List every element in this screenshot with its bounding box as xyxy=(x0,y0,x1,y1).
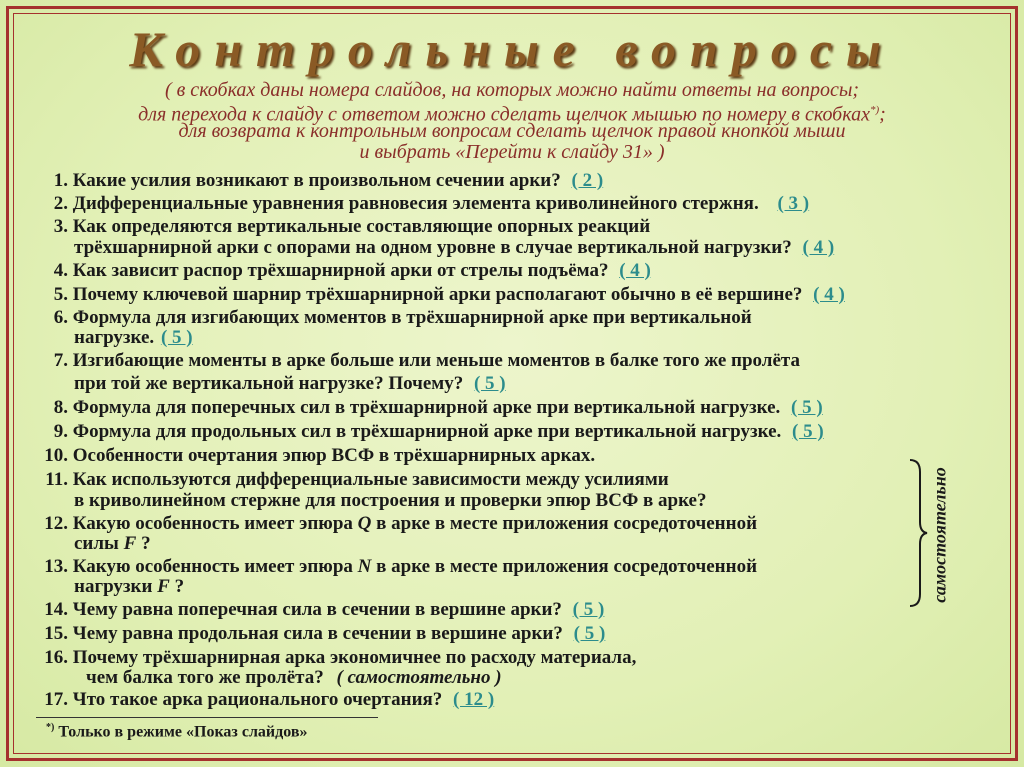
question-12-line-2 xyxy=(74,533,151,554)
slide-link-5[interactable]: ( 5 ) xyxy=(573,623,606,644)
question-number: 8. xyxy=(53,397,68,418)
self-study-note: ( самостоятельно ) xyxy=(336,667,502,688)
question-mark: ? xyxy=(141,533,151,554)
slide-link-5[interactable]: ( 5 ) xyxy=(791,397,823,418)
question-16-line-2 xyxy=(86,667,502,688)
variable-n: N xyxy=(357,556,372,577)
question-number: 11. xyxy=(45,469,68,490)
question-number: 4. xyxy=(53,260,68,281)
slide-link-4[interactable]: ( 4 ) xyxy=(802,237,835,258)
question-17 xyxy=(36,689,494,710)
question-text: Почему трёхшарнирная арка экономичнее по расходу материала, xyxy=(72,647,637,668)
question-number: 15. xyxy=(44,623,68,644)
question-3 xyxy=(40,216,650,237)
footnote xyxy=(46,722,307,741)
question-number: 10. xyxy=(44,445,68,466)
question-text: нагрузке. xyxy=(74,327,155,348)
question-13-line-2 xyxy=(74,576,184,597)
subtitle-line-1: ( в скобках даны номера слайдов, на которых можно найти ответы на вопросы; xyxy=(164,79,860,101)
question-text: Какие усилия возникают в произвольном сечении арки? xyxy=(72,170,561,191)
question-mark: ? xyxy=(174,576,185,597)
question-number: 5. xyxy=(53,284,68,305)
question-text-after: в арке в месте приложения сосредоточенной xyxy=(376,556,758,577)
question-text: Как определяются вертикальные составляющие опорных реакций xyxy=(72,216,651,237)
slide-link-3[interactable]: ( 3 ) xyxy=(777,193,810,214)
subtitle-line-2-end: ; xyxy=(879,103,886,126)
question-number: 14. xyxy=(44,599,68,620)
right-brace-icon xyxy=(908,458,928,608)
question-number: 6. xyxy=(53,307,68,328)
question-number: 16. xyxy=(44,647,68,668)
slide-link-5[interactable]: ( 5 ) xyxy=(473,373,506,394)
slide-link-4[interactable]: ( 4 ) xyxy=(619,260,651,281)
question-7 xyxy=(40,350,800,371)
question-13 xyxy=(36,556,757,577)
question-text: Почему ключевой шарнир трёхшарнирной арки располагают обычно в её вершине? xyxy=(72,284,803,305)
slide-link-2[interactable]: ( 2 ) xyxy=(571,170,604,191)
question-15 xyxy=(36,623,605,644)
variable-f: F xyxy=(123,533,137,554)
question-text: Какую особенность имеет эпюра xyxy=(72,513,353,534)
question-text: Что такое арка рационального очертания? xyxy=(72,689,443,710)
subtitle-footnote-mark: *) xyxy=(869,104,880,116)
question-number: 12. xyxy=(44,513,68,534)
question-14 xyxy=(36,599,604,620)
slide-link-4[interactable]: ( 4 ) xyxy=(813,284,845,305)
variable-q: Q xyxy=(357,513,372,534)
question-7-line-2 xyxy=(74,373,506,394)
footnote-mark: *) xyxy=(46,722,55,733)
question-12 xyxy=(36,513,757,534)
question-text: в криволинейном стержне для построения и проверки эпюр ВСФ в арке? xyxy=(74,490,707,511)
question-text: Как зависит распор трёхшарнирной арки от стрелы подъёма? xyxy=(72,260,609,281)
question-11-line-2 xyxy=(74,490,707,511)
question-text: чем балка того же пролёта? xyxy=(86,667,324,688)
question-text: Какую особенность имеет эпюра xyxy=(72,556,353,577)
question-10 xyxy=(36,445,595,466)
question-text: нагрузки xyxy=(74,576,153,597)
question-8 xyxy=(40,397,823,418)
question-6-line-2 xyxy=(74,327,193,348)
question-6 xyxy=(40,307,752,328)
subtitle-line-2-text: для перехода к слайду с ответом можно сделать щелчок мышью по номеру в скобках xyxy=(138,103,870,126)
slide-title: Контрольные вопросы xyxy=(129,21,895,77)
question-text: Как используются дифференциальные зависимости между усилиями xyxy=(72,469,669,490)
footnote-divider xyxy=(36,717,378,718)
question-3-line-2 xyxy=(74,237,834,258)
self-study-label-text: самостоятельно xyxy=(929,467,950,603)
slide-link-5[interactable]: ( 5 ) xyxy=(572,599,605,620)
question-number: 9. xyxy=(53,421,68,442)
slide-link-5[interactable]: ( 5 ) xyxy=(792,421,824,442)
question-5 xyxy=(40,284,845,305)
question-number: 1. xyxy=(53,170,68,191)
slide-link-5[interactable]: ( 5 ) xyxy=(160,327,193,348)
question-number: 17. xyxy=(44,689,68,710)
question-text: Дифференциальные уравнения равновесия элемента криволинейного стержня. xyxy=(72,193,759,214)
subtitle-line-4: и выбрать «Перейти к слайду 31» ) xyxy=(359,141,665,163)
question-number: 7. xyxy=(53,350,68,371)
question-text-after: в арке в месте приложения сосредоточенной xyxy=(376,513,758,534)
self-study-label xyxy=(928,460,952,610)
question-text: Чему равна поперечная сила в сечении в вершине арки? xyxy=(72,599,562,620)
question-1 xyxy=(40,170,603,191)
question-text: Изгибающие моменты в арке больше или меньше моментов в балке того же пролёта xyxy=(72,350,800,371)
question-4 xyxy=(40,260,651,281)
question-16 xyxy=(36,647,636,668)
question-number: 3. xyxy=(53,216,68,237)
subtitle-line-3: для возврата к контрольным вопросам сделать щелчок правой кнопкой мыши xyxy=(178,120,846,142)
question-9 xyxy=(40,421,824,442)
variable-f: F xyxy=(157,576,170,597)
question-number: 2. xyxy=(53,193,68,214)
question-text: Чему равна продольная сила в сечении в вершине арки? xyxy=(72,623,563,644)
question-2 xyxy=(40,193,809,214)
question-11 xyxy=(36,469,669,490)
question-text: Формула для поперечных сил в трёхшарнирной арке при вертикальной нагрузке. xyxy=(72,397,781,418)
question-text: при той же вертикальной нагрузке? Почему? xyxy=(74,373,464,394)
slide-link-12[interactable]: ( 12 ) xyxy=(453,689,495,710)
question-text: Формула для продольных сил в трёхшарнирной арке при вертикальной нагрузке. xyxy=(72,421,782,442)
question-text: Особенности очертания эпюр ВСФ в трёхшарнирных арках. xyxy=(72,445,596,466)
question-text: Формула для изгибающих моментов в трёхшарнирной арке при вертикальной xyxy=(72,307,752,328)
question-text: трёхшарнирной арки с опорами на одном уровне в случае вертикальной нагрузки? xyxy=(74,237,792,258)
question-text: силы xyxy=(74,533,119,554)
question-number: 13. xyxy=(44,556,68,577)
footnote-text: Только в режиме «Показ слайдов» xyxy=(58,723,308,741)
